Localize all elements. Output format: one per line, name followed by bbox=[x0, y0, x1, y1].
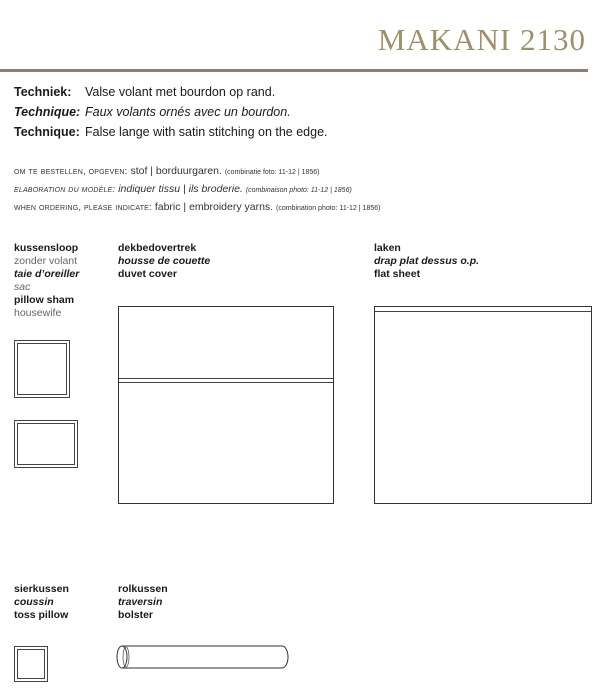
header-rule bbox=[0, 69, 588, 72]
item-name-fr: taie d’oreiller bbox=[14, 268, 80, 280]
duvet-flap-edge bbox=[119, 378, 333, 383]
item-name-nl: laken bbox=[374, 242, 401, 254]
pillow-sham-square-drawing bbox=[14, 340, 70, 398]
item-name-fr: coussin bbox=[14, 596, 54, 608]
technique-nl bbox=[14, 85, 275, 99]
pillow-sham-labels bbox=[14, 242, 79, 320]
item-name-fr: housse de couette bbox=[118, 255, 211, 267]
sheet-hem-edge bbox=[375, 309, 591, 312]
technique-text: Faux volants ornés avec un bourdon. bbox=[85, 105, 291, 119]
ordering-fr bbox=[14, 183, 352, 195]
item-name-nl: kussensloop bbox=[14, 242, 79, 254]
duvet-cover-drawing bbox=[118, 306, 334, 504]
ordering-note: (combination photo: 11-12 | 1856) bbox=[276, 205, 381, 212]
technique-text: Valse volant met bourdon op rand. bbox=[85, 85, 276, 99]
ordering-key: om te bestellen, opgeven: bbox=[14, 166, 128, 177]
technique-text: False lange with satin stitching on the edge. bbox=[85, 125, 328, 139]
ordering-nl bbox=[14, 165, 320, 177]
item-sub-en: housewife bbox=[14, 307, 62, 319]
toss-pillow-drawing bbox=[14, 646, 48, 682]
item-name-fr: traversin bbox=[118, 596, 163, 608]
bolster-labels bbox=[118, 583, 168, 622]
item-name-nl: sierkussen bbox=[14, 583, 69, 595]
technique-label: Technique: bbox=[14, 125, 80, 139]
toss-pillow-labels bbox=[14, 583, 69, 622]
ordering-key: elaboration du modèle: bbox=[14, 184, 116, 195]
item-name-fr: drap plat dessus o.p. bbox=[374, 255, 480, 267]
page-title: MAKANI 2130 bbox=[377, 22, 586, 57]
item-sub-fr: sac bbox=[14, 281, 31, 293]
item-name-en: duvet cover bbox=[118, 268, 177, 280]
ordering-text: stof | borduurgaren. bbox=[130, 165, 222, 177]
item-name-en: flat sheet bbox=[374, 268, 421, 280]
flat-sheet-labels bbox=[374, 242, 479, 281]
technique-en bbox=[14, 125, 328, 139]
item-name-en: bolster bbox=[118, 609, 154, 621]
ordering-en bbox=[14, 201, 380, 213]
flat-sheet-drawing bbox=[374, 306, 592, 504]
ordering-text: indiquer tissu | ils broderie. bbox=[118, 183, 243, 195]
item-sub-nl: zonder volant bbox=[14, 255, 78, 267]
ordering-key: when ordering, please indicate: bbox=[14, 202, 152, 213]
ordering-note: (combinaison photo: 11-12 | 1856) bbox=[245, 187, 352, 194]
ordering-text: fabric | embroidery yarns. bbox=[154, 201, 274, 213]
duvet-cover-labels bbox=[118, 242, 210, 281]
item-name-en: toss pillow bbox=[14, 609, 69, 621]
item-name-nl: rolkussen bbox=[118, 583, 168, 595]
technique-label: Technique: bbox=[14, 105, 81, 119]
technique-fr bbox=[14, 105, 291, 119]
pillow-sham-rect-drawing bbox=[14, 420, 78, 468]
ordering-note: (combinatie foto: 11-12 | 1856) bbox=[224, 169, 320, 176]
bolster-drawing bbox=[116, 644, 290, 670]
item-name-en: pillow sham bbox=[14, 294, 75, 306]
technique-label: Techniek: bbox=[14, 85, 72, 99]
item-name-nl: dekbedovertrek bbox=[118, 242, 197, 254]
